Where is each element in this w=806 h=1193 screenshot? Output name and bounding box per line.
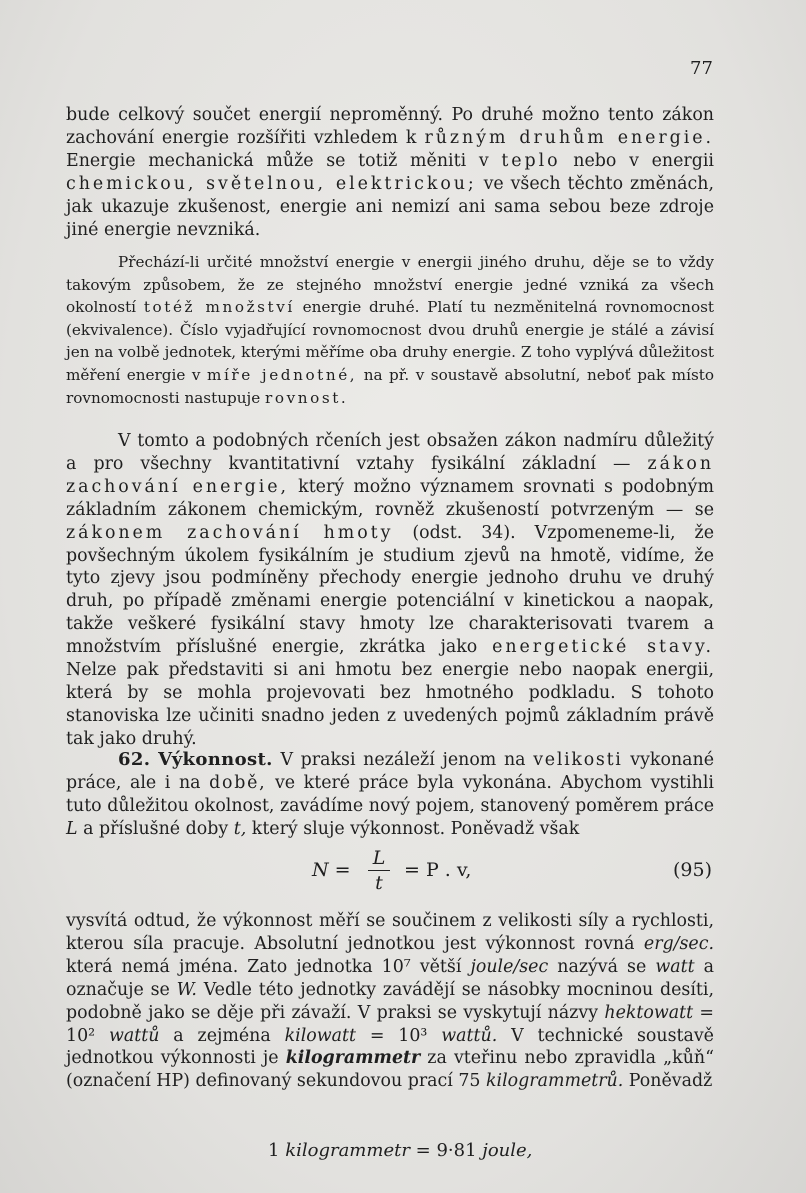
paragraph-power-units: vysvítá odtud, že výkonnost měří se součinem z velikosti síly a rychlosti, kterou síla pracuje. Absolutní jednotkou jest výkonnost rovná erg/sec. která nemá jména. Zato jednotka 10⁷ větší joule/sec nazývá se watt a označuje se W. Vedle této jednotky zavádějí se násobky mocninou desíti, podobně jako se děje při závaží. V praksi se vyskytují názvy hektowatt = 10² wattů a zejména kilowatt = 10³ wattů. V technické soustavě jednotkou výkonnosti je kilogrammetr za vteřinu nebo zpravidla „kůň“ (označení HP) definovaný sekundovou prací 75 kilogrammetrů. Poněvadž — [66, 911, 714, 1092]
equation-number: (95) — [672, 859, 712, 881]
section-62-power: 62. Výkonnost. V praksi nezáleží jenom na velikosti vykonané práce, ale i na době, ve které práce byla vykonána. Abychom vystihli tuto důležitou okolnost, zavádíme nový pojem, stanovený poměrem práce L a příslušné doby t, který sluje výkonnost. Poněvadž však — [66, 749, 714, 839]
equation-95: N = L t = P . v, (95) — [312, 847, 712, 894]
paragraph-energy-conservation: bude celkový součet energií neproměnný. Po druhé možno tento zákon zachování energie rozšířiti vzhledem k různým druhům energie. Energie mechanická může se totiž měniti v teplo nebo v energii chemickou, světelnou, elektrickou; ve všech těchto změnách, jak ukazuje zkušenost, energie ani nemizí ani sama sebou beze zdroje jiné energie nevzniká. — [66, 105, 714, 240]
section-number: 62. — [118, 749, 151, 770]
page-number: 77 — [690, 58, 713, 79]
equation-kilogrammetr: 1 kilogrammetr = 9·81 joule, — [268, 1140, 533, 1161]
paragraph-equivalence: Přechází-li určité množství energie v energii jiného druhu, děje se to vždy takovým způsobem, že ze stejného množství energie jedné vzniká za všech okolností totéž množství energie druhé. Platí tu nezměnitelná rovnomocnost (ekvivalence). Číslo vyjadřující rovnomocnost dvou druhů energie je stálé a závisí jen na volbě jednotek, kterými měříme oba druhy energie. Z toho vyplývá důležitost měření energie v míře jednotné, na př. v soustavě absolutní, neboť pak místo rovnomocnosti nastupuje rovnost. — [66, 253, 714, 407]
paragraph-law-statement: V tomto a podobných rčeních jest obsažen zákon nadmíru důležitý a pro všechny kvantitativní vztahy fysikální základní — zákon zachování energie, který možno významem srovnati s podobným základním zákonem chemickým, rovněž zkušeností potvrzeným — se zákonem zachování hmoty (odst. 34). Vzpomeneme-li, že povšechným úkolem fysikálním je studium zjevů na hmotě, vidíme, že tyto zjevy jsou podmíněny přechody energie jednoho druhu ve druhý druh, po případě změnami energie potenciální v kinetickou a naopak, takže veškeré fysikální stavy hmoty lze charakterisovati tvarem a množstvím příslušné energie, zkrátka jako energetické stavy. Nelze pak představiti si ani hmotu bez energie nebo naopak energii, která by se mohla projevovati bez hmotného podkladu. S tohoto stanoviska lze učiniti snadno jeden z uvedených pojmů základním právě tak jako druhý. — [66, 431, 714, 749]
fraction: L t — [368, 846, 390, 895]
section-heading: Výkonnost. — [158, 749, 273, 770]
